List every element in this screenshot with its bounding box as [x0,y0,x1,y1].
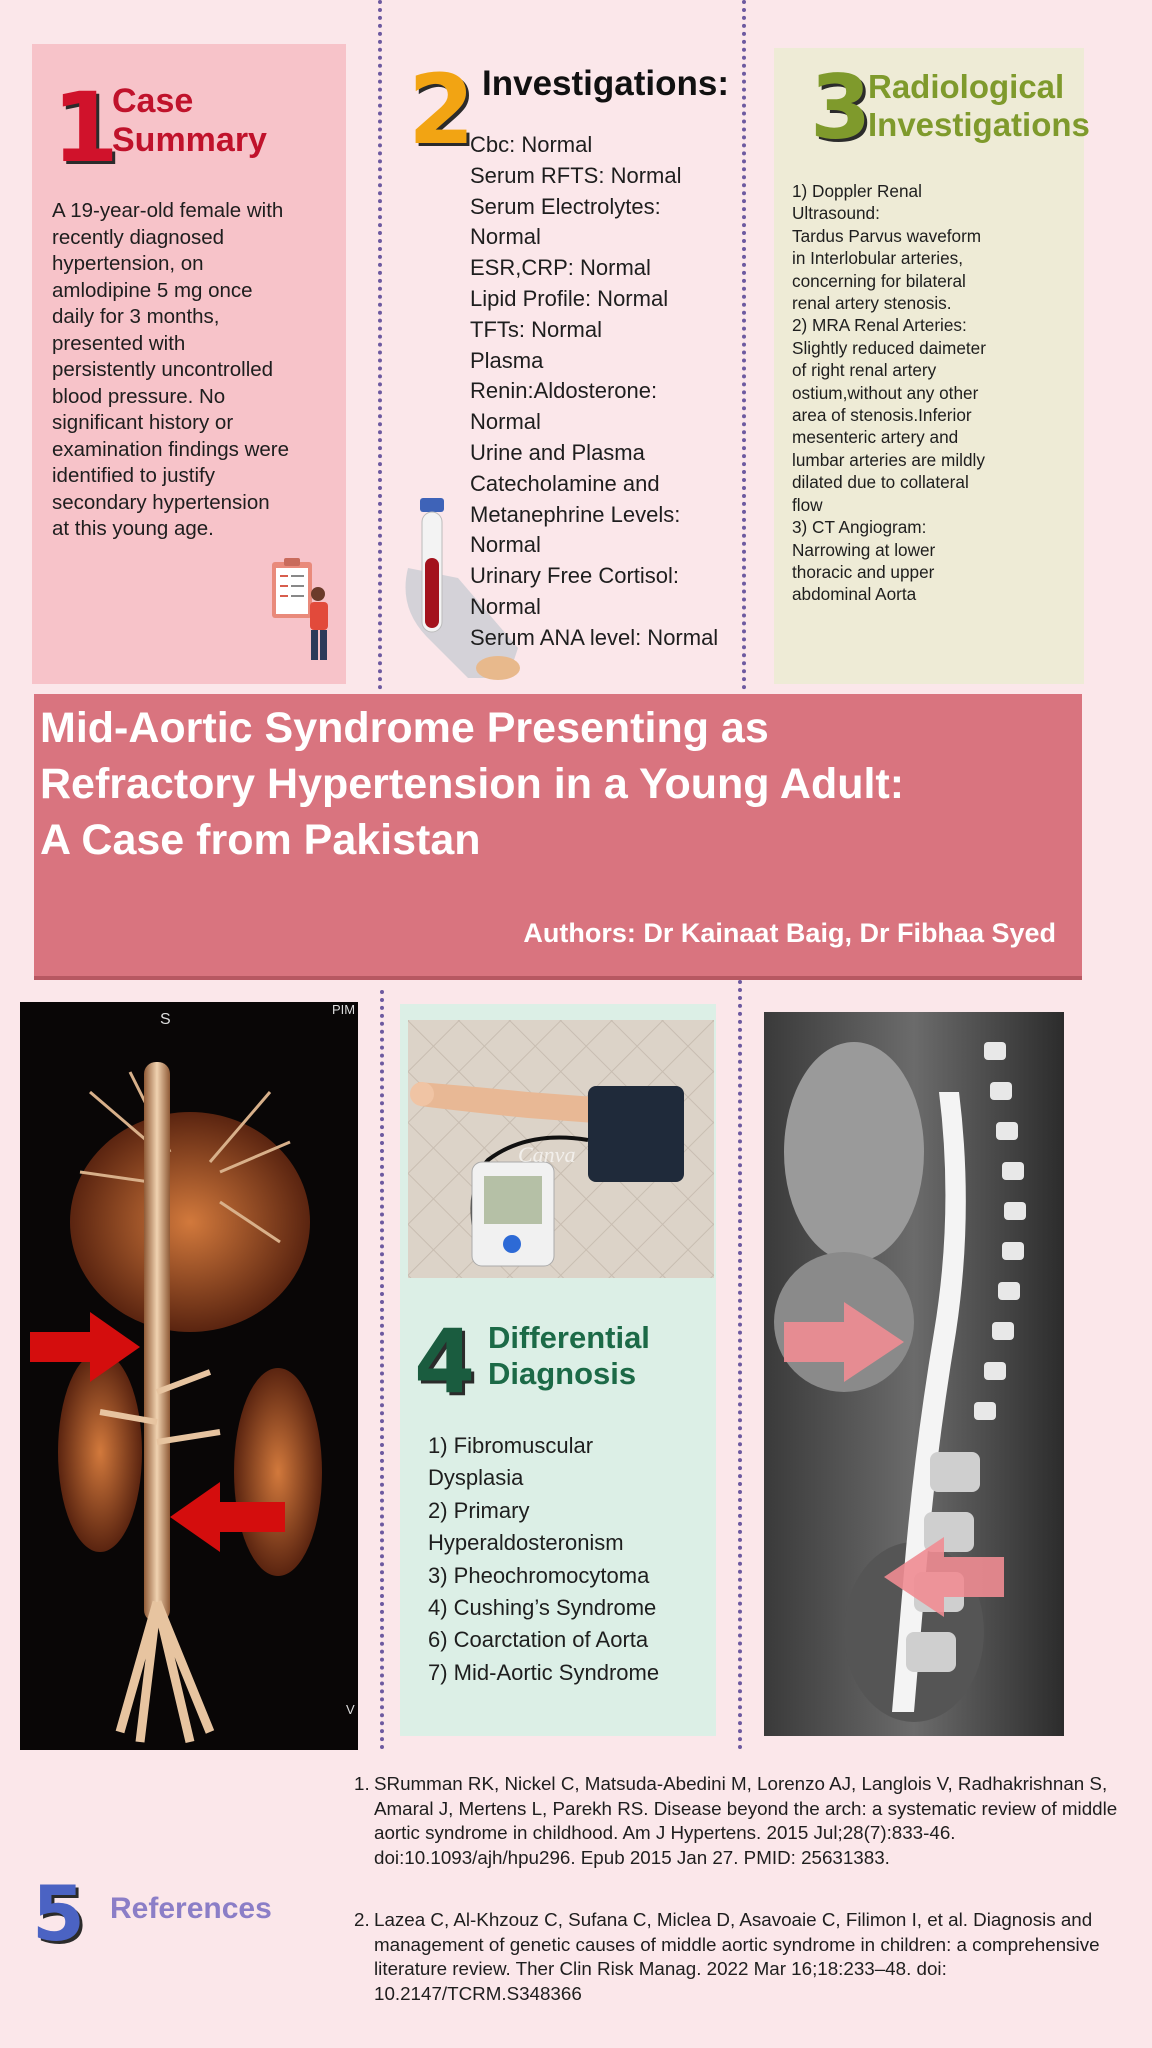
reference-number: 1. [354,1773,370,1794]
radiological-number: 3 [810,56,872,159]
image-label-v: V [346,1702,355,1717]
image-label-s: S [160,1011,171,1028]
radiological-heading: Radiological Investigations [868,68,1090,143]
reference-text: Lazea C, Al-Khzouz C, Sufana C, Miclea D, Asavoaie C, Filimon I, et al. Diagnosis and management of genetic causes of middle aortic syndrome in children: a comprehensive literature review. Ther Clin Risk Manag. 2022 Mar 16;18:233–48. doi: 10.2147/TCRM.S348366 [374,1909,1100,2004]
divider-dotted-2 [742,0,746,690]
blood-pressure-monitor-image [408,1020,714,1278]
case-summary-number: 1 [52,72,119,184]
divider-dotted-4 [738,980,742,1750]
investigations-text: Cbc: Normal Serum RFTS: Normal Serum Electrolytes: Normal ESR,CRP: Normal Lipid Profile: Normal TFTs: Normal Plasma Renin:Aldosterone: Normal Urine and Plasma Catecholamine and Metanephrine Levels: Normal Urinary Free Cortisol: Normal Serum ANA level: Normal [470,132,719,650]
ct-angiogram-3d-image [20,1002,358,1750]
canva-watermark: Canva [518,1142,576,1167]
ct-sagittal-image [764,1012,1064,1736]
clipboard-doctor-icon [268,556,336,666]
image-label-pim: PIM [332,1002,356,1017]
investigations-number: 2 [408,54,475,166]
references-heading: References [110,1892,272,1925]
references-number: 5 [32,1869,85,1958]
divider-dotted-3 [380,990,384,1750]
radiological-text: 1) Doppler Renal Ultrasound: Tardus Parvus waveform in Interlobular arteries, concerning for bilateral renal artery stenosis. 2) MRA Renal Arteries: Slightly reduced daimeter of right renal artery ostium,without any other area of stenosis.Inferior mesenteric artery and lumbar arteries are mildly dilated due to collateral flow 3) CT Angiogram: Narrowing at lower thoracic and upper abdominal Aorta [792,181,986,605]
case-summary-text: A 19-year-old female with recently diagnosed hypertension, on amlodipine 5 mg once daily for 3 months, presented with persistently uncontrolled blood pressure. No significant history or examination findings were identified to justify secondary hypertension at this young age. [52,199,290,540]
case-summary-heading: Case Summary [112,82,267,160]
reference-item [354,1772,1134,1870]
authors-line: Authors: Dr Kainaat Baig, Dr Fibhaa Syed [523,918,1056,948]
differential-number: 4 [414,1310,476,1413]
differential-text: 1) Fibromuscular Dysplasia 2) Primary Hyperaldosteronism 3) Pheochromocytoma 4) Cushing’s Syndrome 6) Coarctation of Aorta 7) Mid-Aortic Syndrome [428,1433,660,1685]
reference-number: 2. [354,1909,370,1930]
investigations-heading: Investigations: [482,64,729,103]
differential-heading: Differential Diagnosis [488,1320,650,1391]
divider-dotted-1 [378,0,382,690]
poster-title: Mid-Aortic Syndrome Presenting as Refractory Hypertension in a Young Adult: A Case from Pakistan [40,704,905,864]
reference-item [354,1908,1134,2006]
reference-text: SRumman RK, Nickel C, Matsuda-Abedini M, Lorenzo AJ, Langlois V, Radhakrishnan S, Amaral J, Mertens L, Parekh RS. Disease beyond the arch: a systematic review of middle aortic syndrome in childhood. Am J Hypertens. 2015 Jul;28(7):833-46. doi:10.1093/ajh/hpu296. Epub 2015 Jan 27. PMID: 25631383. [374,1773,1118,1868]
